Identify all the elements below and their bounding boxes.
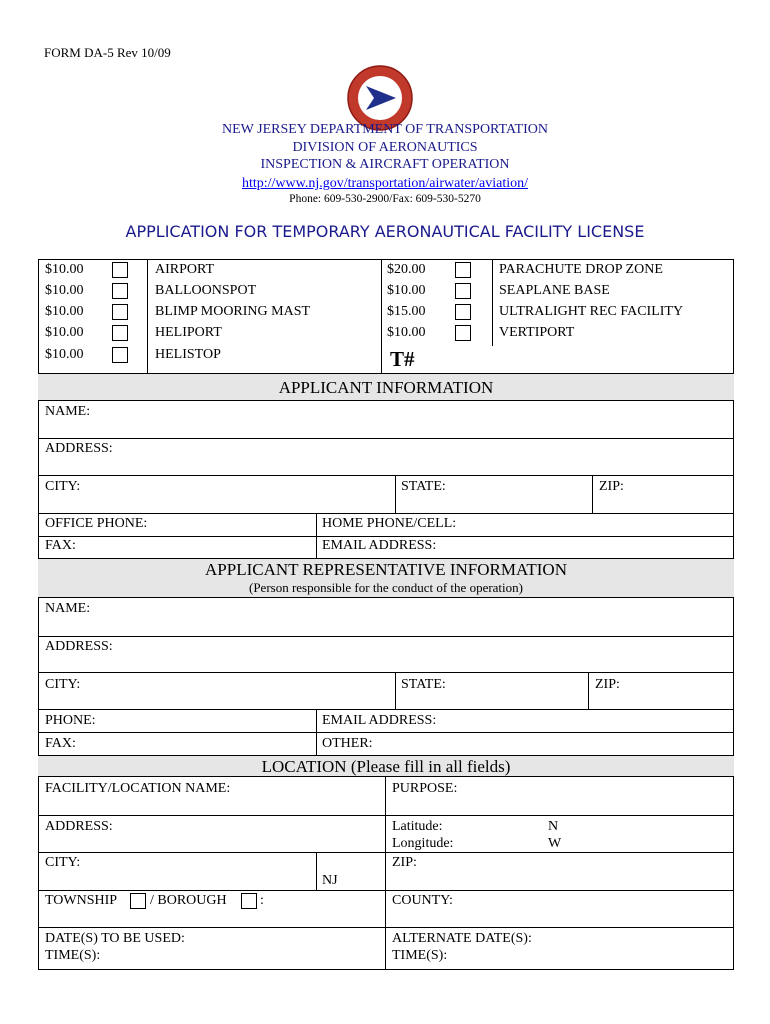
borough-checkbox[interactable] [241,893,257,909]
phone-fax: Phone: 609-530-2900/Fax: 609-530-5270 [289,193,481,205]
applicant-home-phone-field[interactable]: HOME PHONE/CELL: [322,516,457,531]
vertiport-checkbox[interactable] [455,325,471,341]
dates-field[interactable]: DATE(S) TO BE USED: [45,931,185,946]
license-label: HELISTOP [155,347,221,362]
fee: $10.00 [387,325,426,340]
applicant-city-field[interactable]: CITY: [45,479,81,494]
applicant-zip-field[interactable]: ZIP: [599,479,624,494]
header-department: NEW JERSEY DEPARTMENT OF TRANSPORTATION [222,122,548,137]
fee: $10.00 [45,347,84,362]
heliport-checkbox[interactable] [112,325,128,341]
longitude-field[interactable]: Longitude: [392,836,454,851]
rep-fax-field[interactable]: FAX: [45,736,76,751]
airport-checkbox[interactable] [112,262,128,278]
rep-name-field[interactable]: NAME: [45,601,91,616]
rep-city-field[interactable]: CITY: [45,677,81,692]
applicant-name-field[interactable]: NAME: [45,404,91,419]
parachute-drop-zone-checkbox[interactable] [455,262,471,278]
fee: $10.00 [45,283,84,298]
fee: $20.00 [387,262,426,277]
applicant-office-phone-field[interactable]: OFFICE PHONE: [45,516,148,531]
location-section-heading: LOCATION (Please fill in all fields) [38,755,734,777]
borough-label: / BOROUGH [150,893,227,908]
alternate-times-field[interactable]: TIME(S): [392,948,448,963]
license-label: BLIMP MOORING MAST [155,304,311,319]
license-label: BALLOONSPOT [155,283,257,298]
seaplane-base-checkbox[interactable] [455,283,471,299]
license-label: HELIPORT [155,325,222,340]
form-number: FORM DA-5 Rev 10/09 [44,45,171,60]
applicant-state-field[interactable]: STATE: [401,479,446,494]
latitude-field[interactable]: Latitude: [392,819,443,834]
t-number-field[interactable]: T# [390,347,415,371]
times-field[interactable]: TIME(S): [45,948,101,963]
county-field[interactable]: COUNTY: [392,893,453,908]
rep-state-field[interactable]: STATE: [401,677,446,692]
website-link[interactable]: http://www.nj.gov/transportation/airwater/aviation/ [241,176,529,191]
header-division: DIVISION OF AERONAUTICS [292,140,478,155]
header-unit: INSPECTION & AIRCRAFT OPERATION [260,157,510,172]
longitude-west: W [548,836,562,851]
license-label: AIRPORT [155,262,215,277]
license-label: VERTIPORT [499,325,575,340]
municipality-field[interactable]: : [260,893,264,908]
township-checkbox[interactable] [130,893,146,909]
facility-name-field[interactable]: FACILITY/LOCATION NAME: [45,781,231,796]
helistop-checkbox[interactable] [112,347,128,363]
fee: $10.00 [45,304,84,319]
license-label: ULTRALIGHT REC FACILITY [499,304,684,319]
location-city-field[interactable]: CITY: [45,855,81,870]
blimp-mooring-mast-checkbox[interactable] [112,304,128,320]
latitude-north: N [548,819,559,834]
rep-email-field[interactable]: EMAIL ADDRESS: [322,713,437,728]
fee: $10.00 [387,283,426,298]
rep-other-field[interactable]: OTHER: [322,736,373,751]
fee: $10.00 [45,262,84,277]
purpose-field[interactable]: PURPOSE: [392,781,458,796]
applicant-section-heading: APPLICANT INFORMATION [38,374,734,401]
license-label: SEAPLANE BASE [499,283,610,298]
ultralight-checkbox[interactable] [455,304,471,320]
license-label: PARACHUTE DROP ZONE [499,262,663,277]
representative-section-heading [38,558,734,598]
fee: $10.00 [45,325,84,340]
rep-zip-field[interactable]: ZIP: [595,677,620,692]
township-label: TOWNSHIP [45,893,118,908]
alternate-dates-field[interactable]: ALTERNATE DATE(S): [392,931,532,946]
balloonspot-checkbox[interactable] [112,283,128,299]
representative-subheading: (Person responsible for the conduct of the operation) [248,580,523,595]
form-title: APPLICATION FOR TEMPORARY AERONAUTICAL FACILITY LICENSE [125,222,645,241]
representative-heading: APPLICANT REPRESENTATIVE INFORMATION [205,560,567,579]
location-address-field[interactable]: ADDRESS: [45,819,113,834]
applicant-address-field[interactable]: ADDRESS: [45,441,113,456]
rep-phone-field[interactable]: PHONE: [45,713,96,728]
location-state-value: NJ [322,873,338,888]
rep-address-field[interactable]: ADDRESS: [45,639,113,654]
applicant-fax-field[interactable]: FAX: [45,538,76,553]
fee: $15.00 [387,304,426,319]
location-zip-field[interactable]: ZIP: [392,855,417,870]
applicant-email-field[interactable]: EMAIL ADDRESS: [322,538,437,553]
